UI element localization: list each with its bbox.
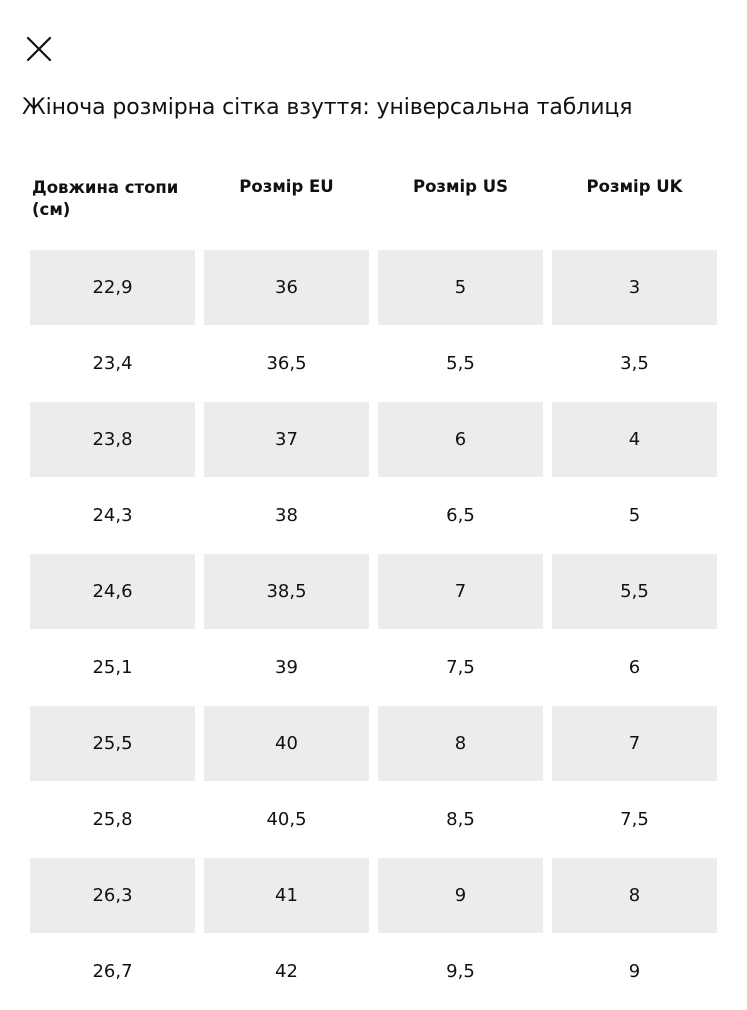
table-row xyxy=(30,934,717,1009)
uk-size-cell: 6 xyxy=(628,657,641,678)
uk-size-cell: 7,5 xyxy=(620,809,649,830)
foot-length-cell: 26,7 xyxy=(92,961,133,982)
close-button[interactable] xyxy=(22,32,56,66)
eu-size-cell: 36,5 xyxy=(266,353,307,374)
uk-size-cell: 4 xyxy=(552,402,717,477)
us-size-cell: 8,5 xyxy=(446,809,475,830)
table-body xyxy=(30,250,717,1009)
foot-length-cell: 22,9 xyxy=(30,250,195,325)
us-size-cell: 7 xyxy=(378,554,543,629)
foot-length-cell: 26,3 xyxy=(30,858,195,933)
column-header-us-size: Розмір US xyxy=(413,177,508,196)
uk-size-cell: 7 xyxy=(552,706,717,781)
eu-size-cell: 38 xyxy=(275,505,298,526)
us-size-cell: 9,5 xyxy=(446,961,475,982)
table-row xyxy=(30,858,717,933)
uk-size-cell: 8 xyxy=(552,858,717,933)
eu-size-cell: 38,5 xyxy=(204,554,369,629)
size-table xyxy=(30,175,717,1010)
table-row xyxy=(30,478,717,553)
foot-length-cell: 23,4 xyxy=(92,353,133,374)
close-icon xyxy=(22,32,56,66)
eu-size-cell: 42 xyxy=(275,961,298,982)
us-size-cell: 6 xyxy=(378,402,543,477)
foot-length-cell: 25,1 xyxy=(92,657,133,678)
uk-size-cell: 3 xyxy=(552,250,717,325)
uk-size-cell: 5,5 xyxy=(552,554,717,629)
table-row xyxy=(30,782,717,857)
table-row xyxy=(30,630,717,705)
foot-length-cell: 24,3 xyxy=(92,505,133,526)
us-size-cell: 9 xyxy=(378,858,543,933)
foot-length-cell: 25,8 xyxy=(92,809,133,830)
eu-size-cell: 39 xyxy=(275,657,298,678)
uk-size-cell: 9 xyxy=(628,961,641,982)
column-header-eu-size: Розмір EU xyxy=(239,177,334,196)
table-row xyxy=(30,250,717,325)
us-size-cell: 5,5 xyxy=(446,353,475,374)
column-header-foot-length: Довжина стопи (см) xyxy=(32,178,179,219)
uk-size-cell: 5 xyxy=(628,505,641,526)
us-size-cell: 6,5 xyxy=(446,505,475,526)
eu-size-cell: 40,5 xyxy=(266,809,307,830)
eu-size-cell: 36 xyxy=(204,250,369,325)
foot-length-cell: 24,6 xyxy=(30,554,195,629)
column-header-uk-size: Розмір UK xyxy=(586,177,683,196)
eu-size-cell: 40 xyxy=(204,706,369,781)
us-size-cell: 7,5 xyxy=(446,657,475,678)
foot-length-cell: 25,5 xyxy=(30,706,195,781)
us-size-cell: 8 xyxy=(378,706,543,781)
us-size-cell: 5 xyxy=(378,250,543,325)
table-row xyxy=(30,326,717,401)
eu-size-cell: 41 xyxy=(204,858,369,933)
foot-length-cell: 23,8 xyxy=(30,402,195,477)
table-header xyxy=(30,175,717,250)
eu-size-cell: 37 xyxy=(204,402,369,477)
table-row xyxy=(30,706,717,781)
uk-size-cell: 3,5 xyxy=(620,353,649,374)
page-title: Жіноча розмірна сітка взуття: універсальна таблиця xyxy=(22,95,633,120)
table-row xyxy=(30,402,717,477)
table-row xyxy=(30,554,717,629)
